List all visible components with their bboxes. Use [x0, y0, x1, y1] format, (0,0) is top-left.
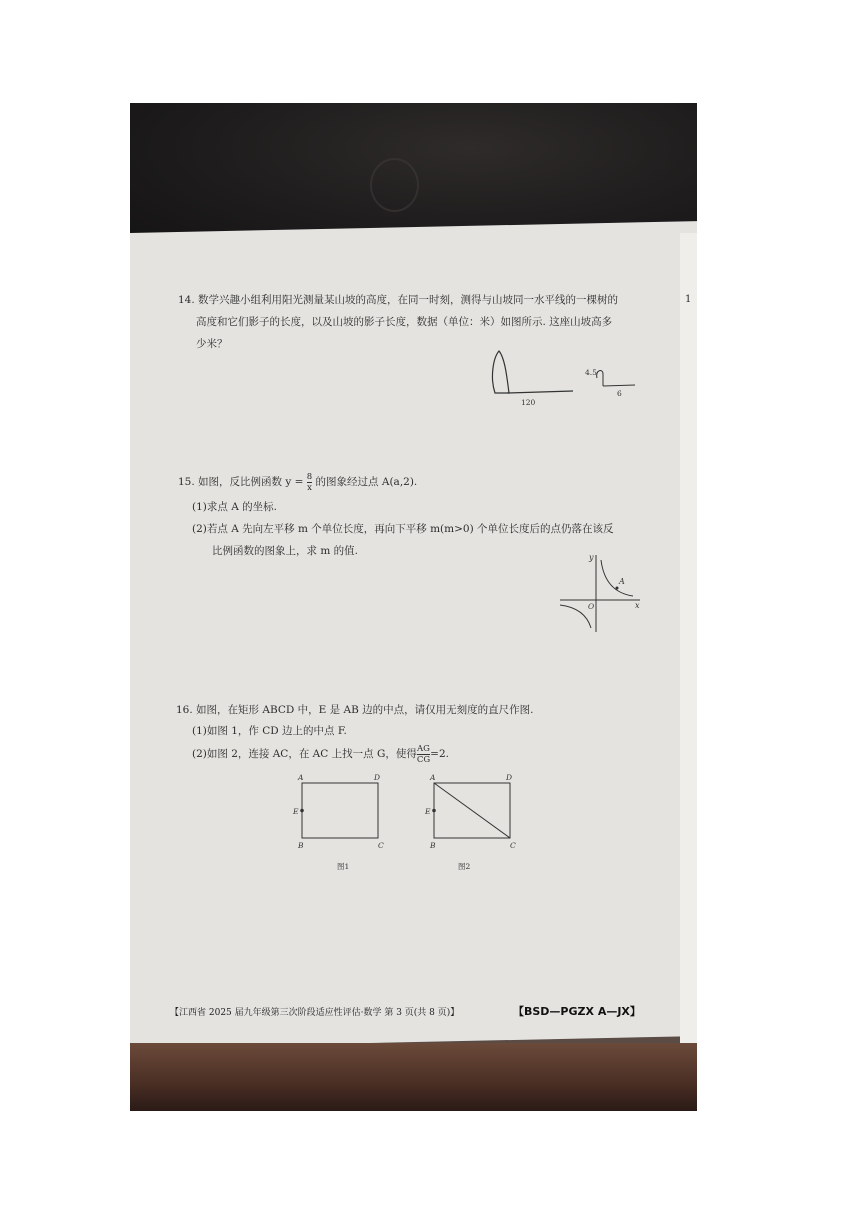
q16-frac-num: AG	[417, 743, 430, 754]
q16-frac-den: CG	[416, 754, 431, 765]
q15-part2-line2: 比例函数的图象上，求 m 的值.	[212, 545, 358, 557]
q16-fraction	[417, 744, 430, 765]
point-e-dot	[300, 809, 304, 813]
x-axis-label: x	[635, 601, 640, 610]
point-a-label: A	[619, 577, 625, 586]
figure-1-caption: 图1	[337, 862, 350, 871]
q16-line1: 16. 如图，在矩形 ABCD 中，E 是 AB 边的中点，请仅用无刻度的直尺作图.	[176, 704, 534, 716]
tree-shape	[597, 371, 603, 386]
q16-part1: (1)如图 1，作 CD 边上的中点 F.	[192, 725, 347, 737]
point-e-dot	[432, 809, 436, 813]
q14-line3: 少米？	[196, 338, 228, 350]
margin-mark: 1	[685, 294, 692, 305]
label-d: D	[374, 773, 381, 782]
q14-line1: 14. 数学兴趣小组利用阳光测量某山坡的高度，在同一时刻，测得与山坡同一水平线的一棵树的	[178, 294, 619, 306]
label-c: C	[510, 841, 516, 850]
q15-frac-den: x	[307, 482, 312, 493]
label-b: B	[430, 841, 436, 850]
label-d: D	[506, 773, 513, 782]
label-c: C	[378, 841, 384, 850]
footer-left: 【江西省 2025 届九年级第三次阶段适应性评估·数学 第 3 页(共 8 页)】	[170, 1008, 460, 1018]
q16-part2-text-b: =2.	[430, 748, 449, 760]
q15-text-a: 15. 如图，反比例函数 y =	[178, 476, 307, 488]
scratch-mark	[370, 158, 419, 212]
hill-shadow-line	[507, 391, 573, 393]
hyperbola-branch-1	[601, 560, 633, 596]
label-e: E	[293, 807, 299, 816]
q16-figure-2	[424, 773, 519, 853]
label-b: B	[298, 841, 304, 850]
q16-part2	[192, 743, 449, 765]
paper-edge	[680, 233, 697, 1048]
q15-text-b: 的图象经过点 A(a,2).	[312, 476, 418, 488]
y-axis-label: y	[589, 553, 594, 562]
label-a: A	[298, 773, 304, 782]
origin-label: O	[588, 602, 595, 611]
hill-shadow-label: 120	[521, 398, 536, 407]
tree-shadow-line	[603, 385, 635, 386]
point-a-dot	[616, 587, 619, 590]
q16-part2-text-a: (2)如图 2，连接 AC，在 AC 上找一点 G，使得	[192, 748, 417, 760]
q15-part2-line1: (2)若点 A 先向左平移 m 个单位长度，再向下平移 m(m>0) 个单位长度后的点仍落在该反	[192, 523, 614, 535]
q14-line2: 高度和它们影子的长度，以及山坡的影子长度，数据（单位：米）如图所示. 这座山坡高多	[196, 316, 613, 328]
q14-figure	[485, 348, 645, 408]
label-a: A	[430, 773, 436, 782]
label-e: E	[425, 807, 431, 816]
document-photo	[130, 103, 697, 1111]
figure-2-caption: 图2	[458, 862, 471, 871]
q15-line1	[178, 471, 417, 493]
q15-frac-num: 8	[306, 471, 313, 482]
q15-part1: (1)求点 A 的坐标.	[192, 501, 277, 513]
table-surface	[130, 1043, 697, 1111]
q15-graph	[555, 550, 645, 635]
footer-right: 【BSD—PGZX A—JX】	[513, 1005, 641, 1018]
rectangle-abcd	[302, 783, 378, 838]
tree-height-label: 4.5	[585, 368, 597, 377]
hyperbola-branch-2	[560, 605, 591, 628]
diagonal-ac	[434, 783, 510, 838]
tree-shadow-label: 6	[617, 389, 622, 398]
q16-figure-1	[292, 773, 387, 853]
hill-shape	[492, 351, 509, 393]
